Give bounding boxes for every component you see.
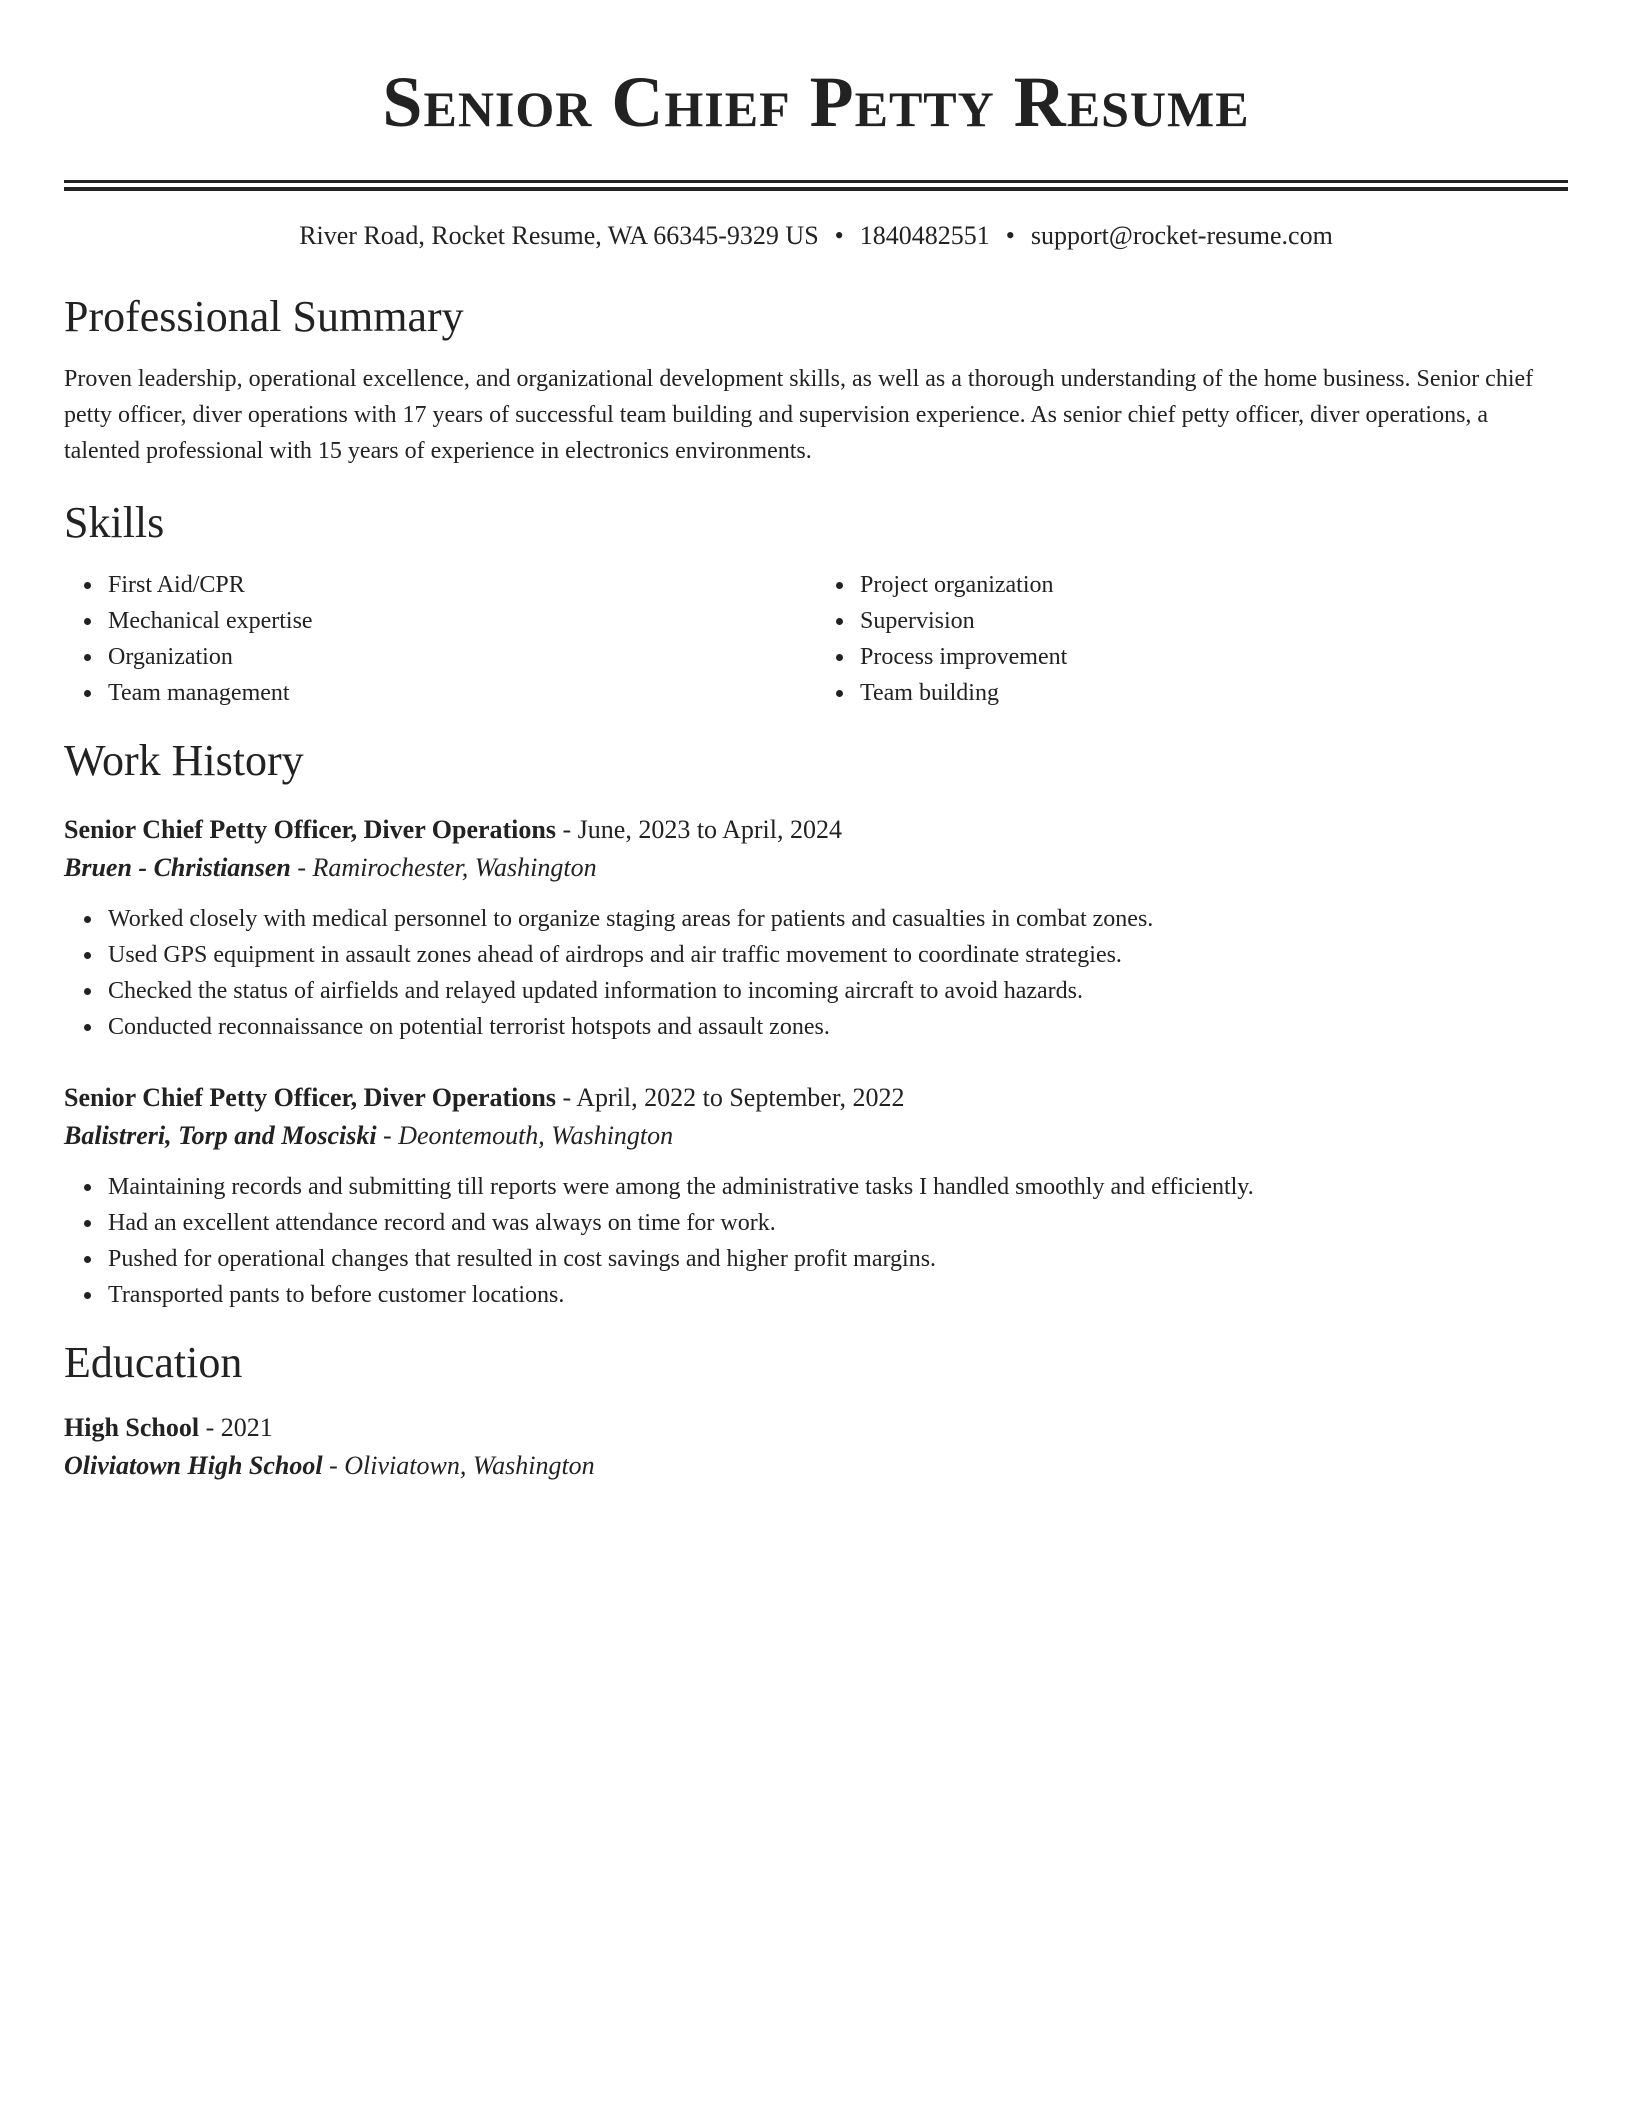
skills-column-right (816, 567, 1568, 711)
school-location: Oliviatown, Washington (344, 1451, 595, 1480)
job-title-line (64, 811, 1568, 849)
skills-list (64, 567, 1568, 711)
dash: - (199, 1413, 221, 1442)
skills-column-left (64, 567, 816, 711)
contact-line (64, 219, 1568, 253)
duty-item: Transported pants to before customer locations. (108, 1277, 1568, 1313)
degree-line (64, 1409, 1568, 1447)
summary-heading: Professional Summary (64, 292, 464, 341)
dash: - (290, 853, 313, 882)
education-entry (64, 1409, 1568, 1485)
job-title-line (64, 1079, 1568, 1117)
skill-item: Project organization (860, 567, 1568, 603)
skill-item: Mechanical expertise (108, 603, 816, 639)
job-dates: June, 2023 to April, 2024 (577, 815, 842, 844)
skill-item: Supervision (860, 603, 1568, 639)
company-location: Deontemouth, Washington (398, 1121, 674, 1150)
job-entry (64, 811, 1568, 1045)
resume-name: Senior Chief Petty Resume (382, 62, 1250, 142)
duty-item: Checked the status of airfields and relayed updated information to incoming aircraft to avoid hazards. (108, 973, 1568, 1009)
job-duties (64, 901, 1568, 1045)
job-role: Senior Chief Petty Officer, Diver Operations (64, 1083, 556, 1112)
skill-item: Team management (108, 675, 816, 711)
skill-item: Organization (108, 639, 816, 675)
duty-item: Worked closely with medical personnel to organize staging areas for patients and casualties in combat zones. (108, 901, 1568, 937)
header-divider (64, 180, 1568, 183)
summary-text: Proven leadership, operational excellence, and organizational development skills, as well as a thorough understanding of the home business. Senior chief petty officer, diver operations with 17 years of successful team building and supervision experience. As senior chief petty officer, diver operations, a talented professional with 15 years of experience in electronics environments. (64, 366, 1534, 464)
duty-item: Pushed for operational changes that resulted in cost savings and higher profit margins. (108, 1241, 1568, 1277)
contact-separator: • (834, 221, 844, 250)
dash: - (555, 1083, 577, 1112)
skills-heading: Skills (64, 498, 165, 547)
contact-phone: 1840482551 (859, 221, 990, 250)
dash: - (555, 815, 578, 844)
contact-separator: • (1005, 221, 1015, 250)
skill-item: Team building (860, 675, 1568, 711)
company-line (64, 849, 1568, 887)
company-name: Bruen - Christiansen (64, 853, 291, 882)
graduation-year: 2021 (220, 1413, 273, 1442)
duty-item: Maintaining records and submitting till reports were among the administrative tasks I handled smoothly and efficiently. (108, 1169, 1568, 1205)
degree: High School (64, 1413, 200, 1442)
school-name: Oliviatown High School (64, 1451, 323, 1480)
dash: - (322, 1451, 345, 1480)
duty-item: Used GPS equipment in assault zones ahead of airdrops and air traffic movement to coordinate strategies. (108, 937, 1568, 973)
contact-address: River Road, Rocket Resume, WA 66345-9329 US (299, 221, 819, 250)
skill-item: First Aid/CPR (108, 567, 816, 603)
work-history-heading: Work History (64, 736, 304, 785)
job-dates: April, 2022 to September, 2022 (576, 1083, 905, 1112)
dash: - (376, 1121, 399, 1150)
contact-email: support@rocket-resume.com (1030, 221, 1333, 250)
education-heading: Education (64, 1338, 243, 1387)
job-duties (64, 1169, 1568, 1313)
company-line (64, 1117, 1568, 1155)
company-name: Balistreri, Torp and Mosciski (64, 1121, 377, 1150)
duty-item: Had an excellent attendance record and was always on time for work. (108, 1205, 1568, 1241)
skill-item: Process improvement (860, 639, 1568, 675)
job-entry (64, 1079, 1568, 1313)
school-line (64, 1447, 1568, 1485)
company-location: Ramirochester, Washington (312, 853, 597, 882)
job-role: Senior Chief Petty Officer, Diver Operations (64, 815, 556, 844)
duty-item: Conducted reconnaissance on potential terrorist hotspots and assault zones. (108, 1009, 1568, 1045)
